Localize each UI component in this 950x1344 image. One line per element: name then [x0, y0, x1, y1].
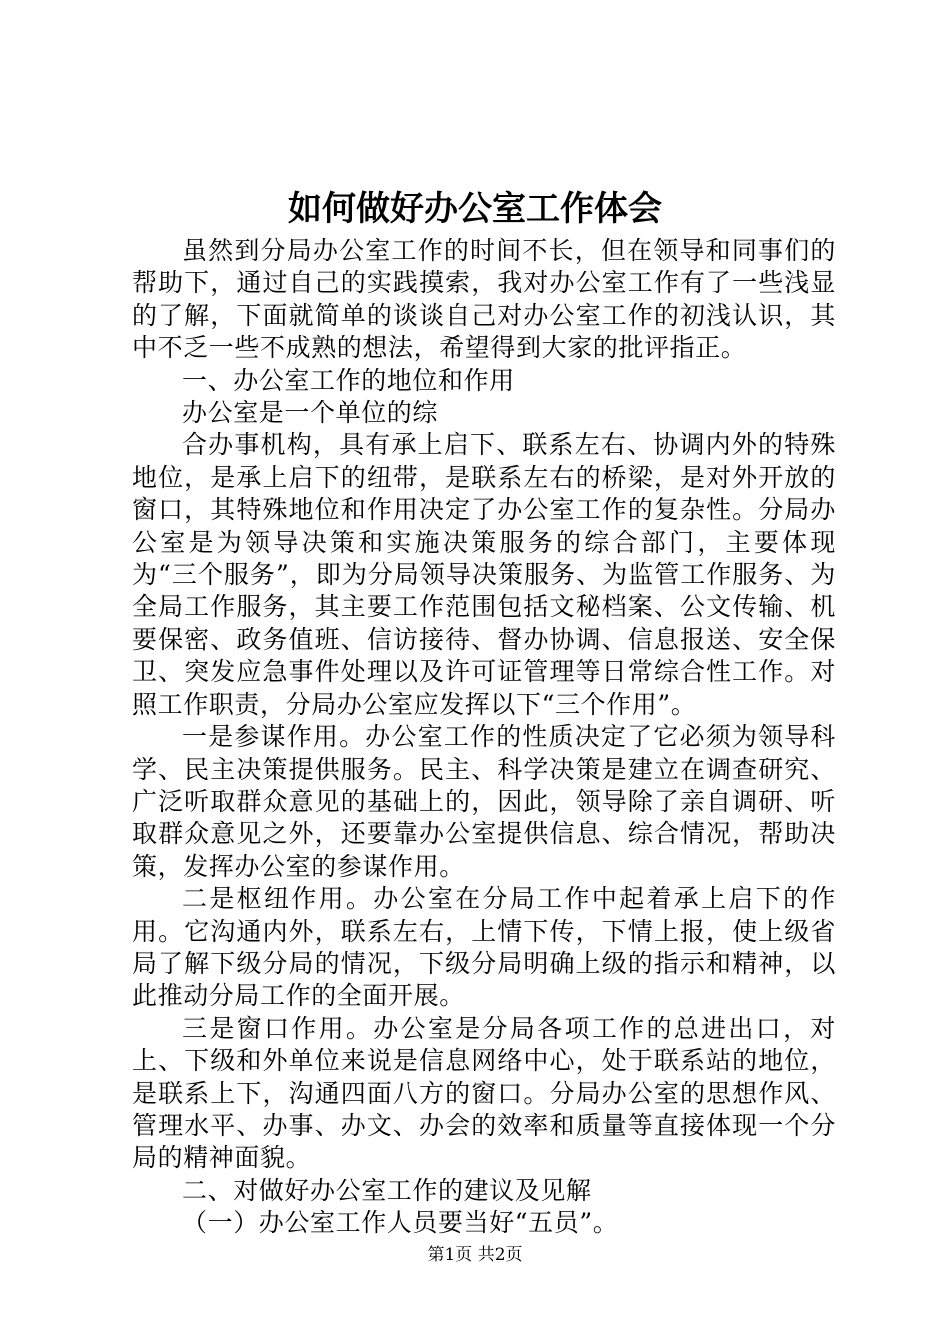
- subsection-heading-1: （一）办公室工作人员要当好“五员”。: [182, 1208, 619, 1238]
- section-heading-2: 二、对做好办公室工作的建议及见解: [182, 1175, 592, 1205]
- paragraph-advisory-role: 一是参谋作用。办公室工作的性质决定了它必须为领导科学、民主决策提供服务。民主、科学决策是建立在调查研究、广泛听取群众意见的基础上的，因此，领导除了亲自调研、听取群众意见之外，还要靠办公室提供信息、综合情况，帮助决策，发挥办公室的参谋作用。: [132, 722, 836, 881]
- paragraph-hub-role: 二是枢纽作用。办公室在分局工作中起着承上启下的作用。它沟通内外，联系左右，上情下传，下情上报，使上级省局了解下级分局的情况，下级分局明确上级的指示和精神，以此推动分局工作的全面开展。: [132, 884, 836, 1011]
- paragraph-office-intro: 办公室是一个单位的综: [182, 398, 439, 428]
- paragraph-window-role: 三是窗口作用。办公室是分局各项工作的总进出口，对上、下级和外单位来说是信息网络中心，处于联系站的地位，是联系上下，沟通四面八方的窗口。分局办公室的思想作风、管理水平、办事、办文、办会的效率和质量等直接体现一个分局的精神面貌。: [132, 1013, 836, 1173]
- section-heading-1: 一、办公室工作的地位和作用: [182, 365, 515, 395]
- paragraph-office-role: 合办事机构，具有承上启下、联系左右、协调内外的特殊地位，是承上启下的纽带，是联系左右的桥梁，是对外开放的窗口，其特殊地位和作用决定了办公室工作的复杂性。分局办公室是为领导决策和实施决策服务的综合部门，主要体现为“三个服务”，即为分局领导决策服务、为监管工作服务、为全局工作服务，其主要工作范围包括文秘档案、公文传输、机要保密、政务值班、信访接待、督办协调、信息报送、安全保卫、突发应急事件处理以及许可证管理等日常综合性工作。对照工作职责，分局办公室应发挥以下“三个作用”。: [132, 430, 836, 719]
- page-footer: 第1页 共2页: [427, 1245, 523, 1265]
- document-title: 如何做好办公室工作体会: [288, 189, 662, 229]
- paragraph-intro: 虽然到分局办公室工作的时间不长，但在领导和同事们的帮助下，通过自己的实践摸索，我对办公室工作有了一些浅显的了解，下面就简单的谈谈自己对办公室工作的初浅认识，其中不乏一些不成熟的想法，希望得到大家的批评指正。: [132, 236, 836, 363]
- document-body: [132, 235, 836, 1240]
